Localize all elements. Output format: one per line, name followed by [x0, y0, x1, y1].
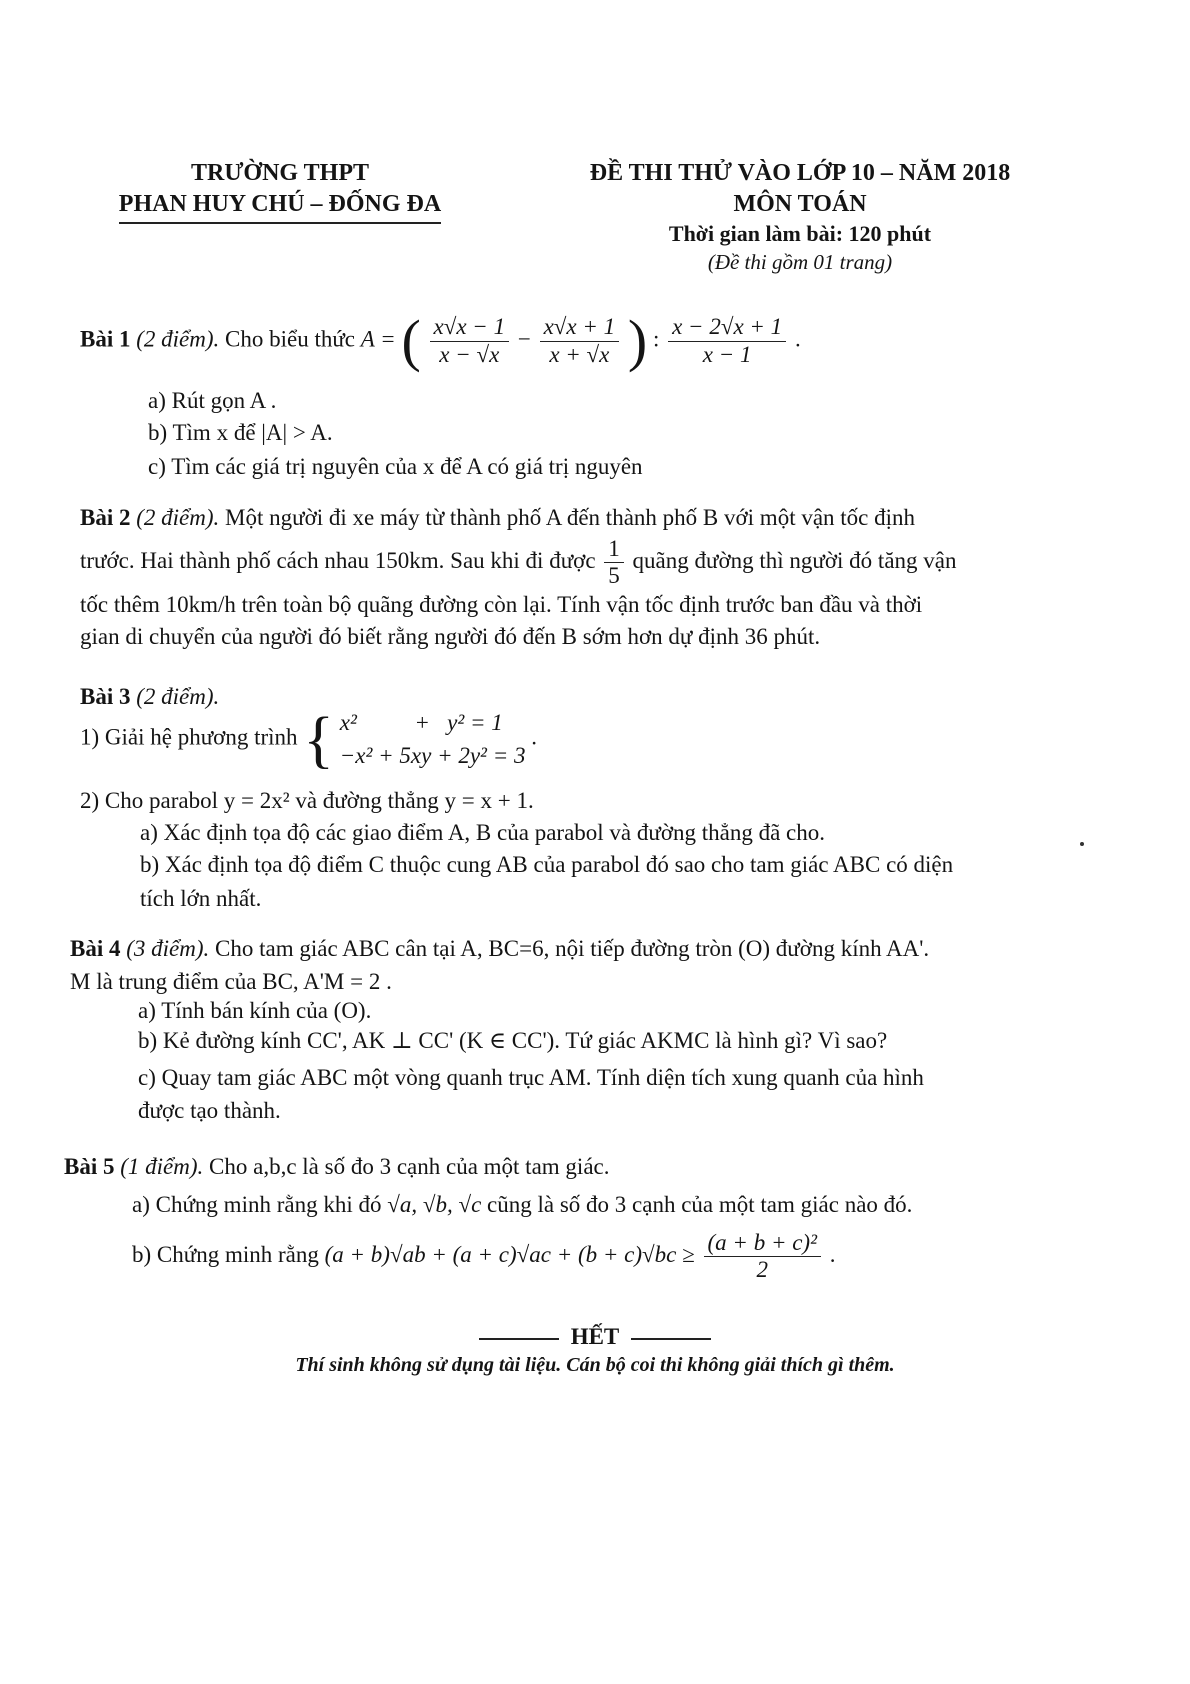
period: . — [794, 326, 801, 352]
bai3-part2-b1: b) Xác định tọa độ điểm C thuộc cung AB của parabol đó sao cho tam giác ABC có diện — [140, 852, 954, 877]
bai1-label: Bài 1 — [80, 326, 131, 352]
bai5-points: (1 điểm). — [120, 1154, 204, 1179]
division-sign: : — [652, 326, 660, 352]
footer-note: Thí sinh không sử dụng tài liệu. Cán bộ coi thi không giải thích gì thêm. — [295, 1354, 895, 1376]
bai5-frac-num: (a + b + c)² — [704, 1230, 821, 1257]
minus-sign: − — [517, 326, 531, 352]
bai5-b-expr: (a + b)√ab + (a + c)√ac + (b + c)√bc ≥ — [324, 1242, 695, 1268]
bai2-frac-num: 1 — [604, 536, 624, 563]
period: . — [531, 724, 537, 750]
bai3-part2-a: a) Xác định tọa độ các giao điểm A, B của parabol và đường thẳng đã cho. — [140, 820, 826, 845]
bai5-a-post: cũng là số đo 3 cạnh của một tam giác nào đó. — [487, 1192, 913, 1217]
bai4-line1 — [70, 934, 929, 964]
end-mark — [0, 1322, 1190, 1352]
bai2-points: (2 điểm). — [136, 505, 220, 530]
right-paren: ) — [627, 308, 648, 373]
bai2-text-2a: trước. Hai thành phố cách nhau 150km. Sau khi đi được — [80, 548, 596, 574]
exam-title: ĐỀ THI THỬ VÀO LỚP 10 – NĂM 2018 — [589, 160, 1011, 186]
bai1-fraction-1 — [430, 314, 510, 368]
bai4-points: (3 điểm). — [126, 936, 210, 961]
end-rule-left — [479, 1338, 559, 1340]
bai2-text-2b: quãng đường thì người đó tăng vận — [632, 548, 957, 574]
bai1-statement — [80, 308, 801, 373]
end-mark-text: HẾT — [570, 1324, 620, 1349]
equation-system — [340, 706, 526, 773]
bai4-part-c2: được tạo thành. — [138, 1098, 281, 1123]
bai2-line3: tốc thêm 10km/h trên toàn bộ quãng đường còn lại. Tính vận tốc định trước ban đầu và thời — [80, 592, 923, 617]
bai1-f1-num: x√x − 1 — [430, 314, 510, 341]
scan-speck — [1080, 842, 1084, 846]
school-line1: TRƯỜNG THPT — [190, 160, 370, 186]
bai5-a-pre: a) Chứng minh rằng khi đó — [132, 1192, 382, 1217]
bai2-frac-den: 5 — [608, 563, 620, 589]
bai2-line4: gian di chuyển của người đó biết rằng người đó đến B sớm hơn dự định 36 phút. — [80, 624, 821, 649]
bai3-p1-text: 1) Giải hệ phương trình — [80, 724, 298, 750]
bai1-f2-num: x√x + 1 — [540, 314, 620, 341]
bai3-part1 — [80, 703, 537, 775]
bai5-frac-den: 2 — [756, 1257, 768, 1283]
exam-subject: MÔN TOÁN — [733, 191, 867, 218]
bai4-part-b: b) Kẻ đường kính CC', AK ⊥ CC' (K ∈ CC'). Tứ giác AKMC là hình gì? Vì sao? — [138, 1028, 888, 1053]
bai5-part-a — [132, 1190, 912, 1220]
system-eq2: −x² + 5xy + 2y² = 3 — [339, 743, 526, 769]
bai5-a-expr: √a, √b, √c — [387, 1192, 482, 1217]
bai3-part2: 2) Cho parabol y = 2x² và đường thẳng y = x + 1. — [80, 788, 534, 813]
bai1-intro: Cho biểu thức — [225, 326, 356, 352]
bai1-part-a: a) Rút gọn A . — [148, 388, 277, 413]
bai5-b-pre: b) Chứng minh rằng — [132, 1242, 319, 1268]
bai5-heading — [64, 1152, 609, 1182]
bai1-part-c: c) Tìm các giá trị nguyên của x để A có giá trị nguyên — [148, 454, 643, 479]
bai2-label: Bài 2 — [80, 505, 131, 530]
exam-header — [520, 158, 1080, 276]
left-paren: ( — [401, 308, 421, 373]
system-brace: { — [303, 703, 335, 775]
bai2-line2 — [80, 536, 957, 590]
bai5-intro: Cho a,b,c là số đo 3 cạnh của một tam giác. — [209, 1154, 610, 1179]
bai5-b-end: . — [829, 1242, 836, 1268]
bai4-text-1: Cho tam giác ABC cân tại A, BC=6, nội tiếp đường tròn (O) đường kính AA'. — [215, 936, 930, 961]
bai2-line1 — [80, 503, 915, 533]
bai1-f1-den: x − √x — [439, 341, 500, 367]
bai2-fraction — [604, 536, 624, 590]
school-header — [80, 158, 480, 224]
end-rule-right — [631, 1338, 711, 1340]
bai1-points: (2 điểm). — [136, 326, 220, 352]
school-line2: PHAN HUY CHÚ – ĐỐNG ĐA — [119, 189, 441, 224]
system-eq1: x² + y² = 1 — [339, 710, 503, 735]
bai1-part-b: b) Tìm x để |A| > A. — [148, 420, 333, 445]
bai3-points: (2 điểm). — [136, 684, 220, 709]
bai1-f2-den: x + √x — [549, 341, 610, 367]
bai4-part-c1: c) Quay tam giác ABC một vòng quanh trục AM. Tính diện tích xung quanh của hình — [138, 1065, 924, 1090]
bai4-label: Bài 4 — [70, 936, 121, 961]
bai1-expr-lhs: A = — [360, 326, 396, 352]
bai5-label: Bài 5 — [64, 1154, 115, 1179]
bai1-f3-den: x − 1 — [702, 341, 752, 367]
bai3-label: Bài 3 — [80, 684, 131, 709]
bai1-fraction-3 — [668, 314, 786, 368]
bai3-part2-b2: tích lớn nhất. — [140, 886, 262, 911]
bai4-line2: M là trung điểm của BC, A'M = 2 . — [70, 969, 392, 994]
bai1-fraction-2 — [540, 314, 620, 368]
bai5-fraction — [704, 1230, 821, 1284]
bai4-part-a: a) Tính bán kính của (O). — [138, 998, 372, 1023]
bai2-text-1: Một người đi xe máy từ thành phố A đến thành phố B với một vận tốc định — [225, 505, 916, 530]
exam-pages-note: (Đề thi gồm 01 trang) — [707, 249, 893, 274]
bai5-part-b — [132, 1230, 835, 1284]
bai1-f3-num: x − 2√x + 1 — [668, 314, 786, 341]
exam-time: Thời gian làm bài: 120 phút — [668, 221, 932, 247]
